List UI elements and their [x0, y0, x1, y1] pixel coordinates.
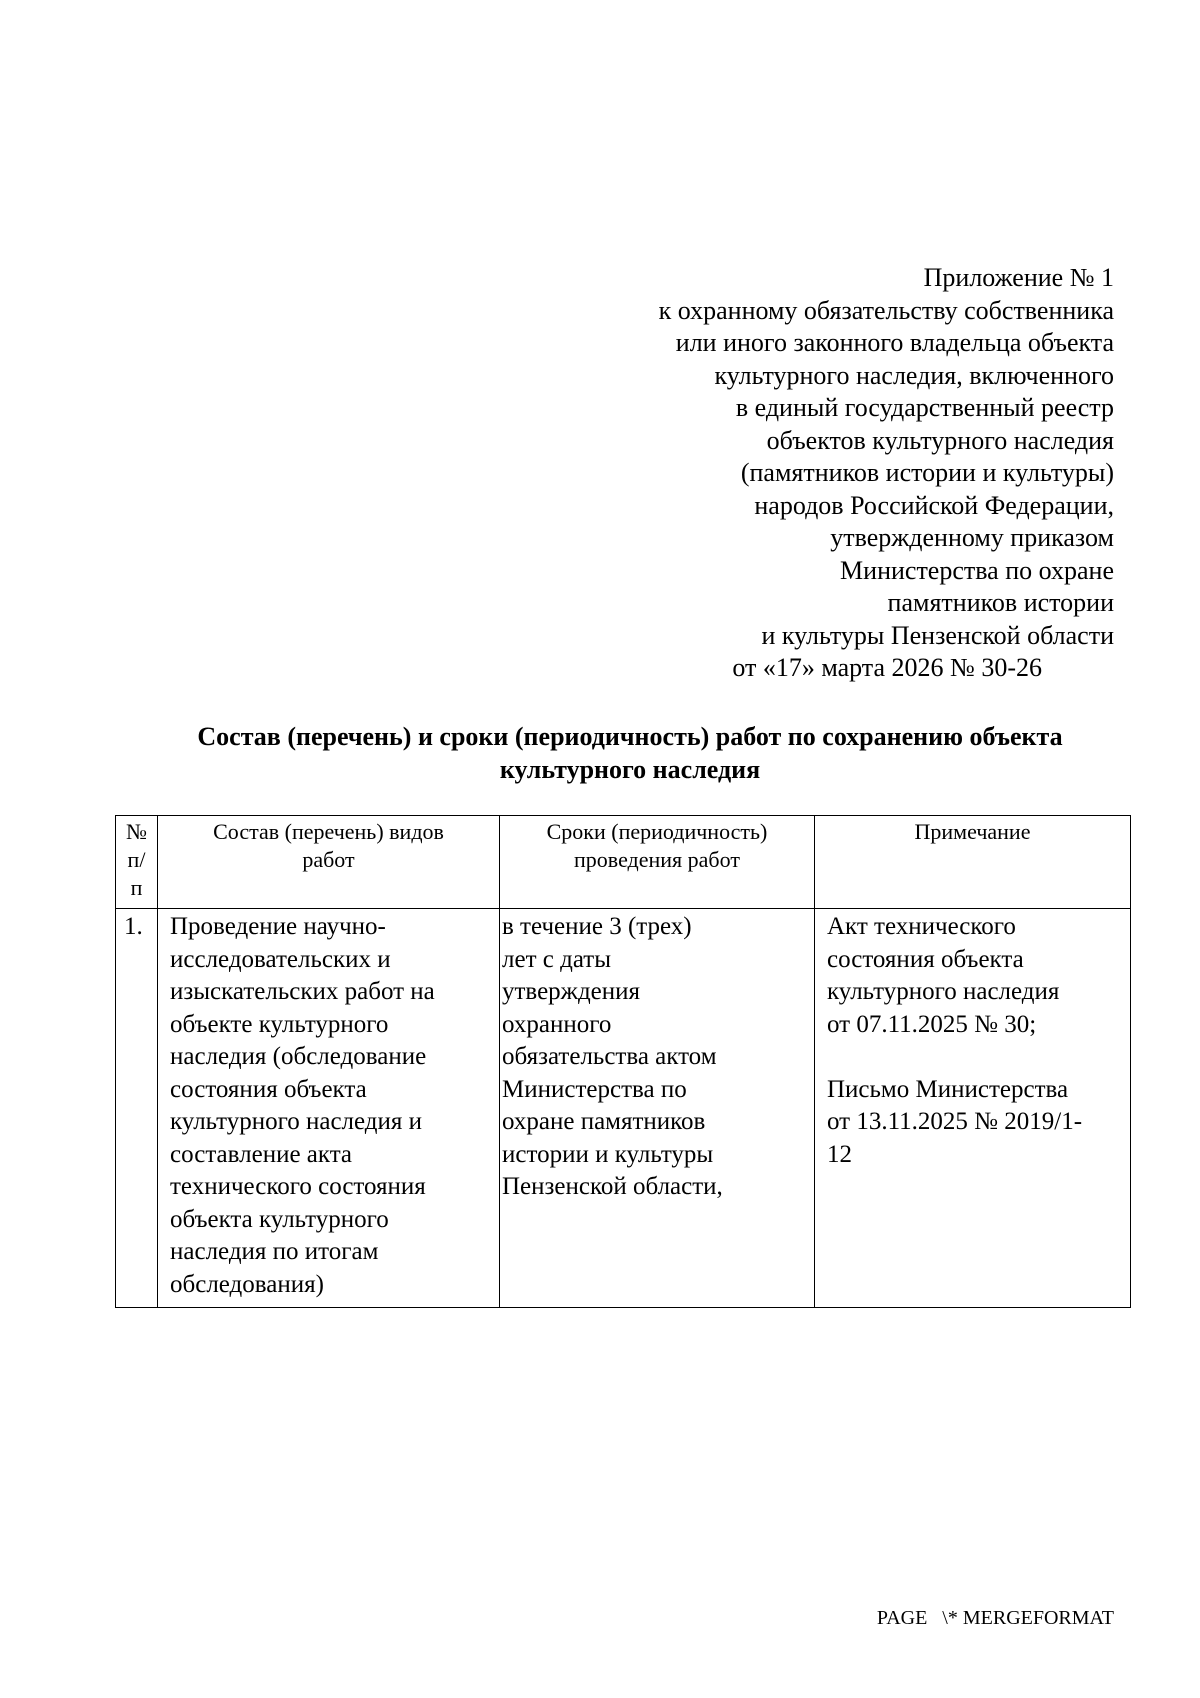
row-notes-cell: Акт технического состояния объекта культурного наследия от 07.11.2025 № 30; Письмо Министерства от 13.11.2025 № 2019/1- 12: [815, 909, 1131, 1308]
document-title: [115, 720, 1145, 786]
appendix-date-line: от «17» марта 2026 № 30-26: [732, 653, 1042, 682]
header-works: Состав (перечень) видов работ: [158, 816, 500, 909]
appendix-line: объектов культурного наследия: [766, 425, 1114, 455]
page-number-field: PAGE \* MERGEFORMAT: [876, 1607, 1114, 1629]
header-terms: Сроки (периодичность) проведения работ: [500, 816, 815, 909]
appendix-line: к охранному обязательству собственника: [658, 295, 1114, 325]
header-number: № п/ п: [116, 816, 158, 909]
appendix-line: памятников истории: [887, 588, 1114, 617]
row-works-cell: Проведение научно- исследовательских и изыскательских работ на объекте культурного наследия (обследование состояния объекта культурного наследия и составление акта технического состояния объекта культурного наследия по итогам обследования): [158, 909, 500, 1308]
appendix-line: (памятников истории и культуры): [740, 458, 1114, 487]
appendix-line: или иного законного владельца объекта: [675, 328, 1114, 357]
document-title-line-2: культурного наследия: [499, 755, 761, 784]
appendix-header: [414, 262, 1114, 685]
table-row: [116, 909, 1131, 1308]
appendix-line: Министерства по охране: [840, 555, 1114, 585]
appendix-line: и культуры Пензенской области: [761, 620, 1114, 650]
header-notes: Примечание: [815, 816, 1131, 909]
appendix-line: утвержденному приказом: [830, 523, 1114, 552]
works-table: [115, 815, 1131, 1308]
row-terms-cell: в течение 3 (трех) лет с даты утверждения охранного обязательства актом Министерства по охране памятников истории и культуры Пензенской области,: [500, 909, 815, 1308]
appendix-line: в единый государственный реестр: [735, 393, 1114, 422]
appendix-line: Приложение № 1: [923, 263, 1114, 292]
appendix-line: народов Российской Федерации,: [754, 490, 1114, 520]
table-header-row: [116, 816, 1131, 909]
row-number-cell: 1.: [116, 909, 158, 1308]
document-title-line-1: Состав (перечень) и сроки (периодичность) работ по сохранению объекта: [197, 722, 1063, 751]
appendix-line: культурного наследия, включенного: [714, 360, 1114, 390]
